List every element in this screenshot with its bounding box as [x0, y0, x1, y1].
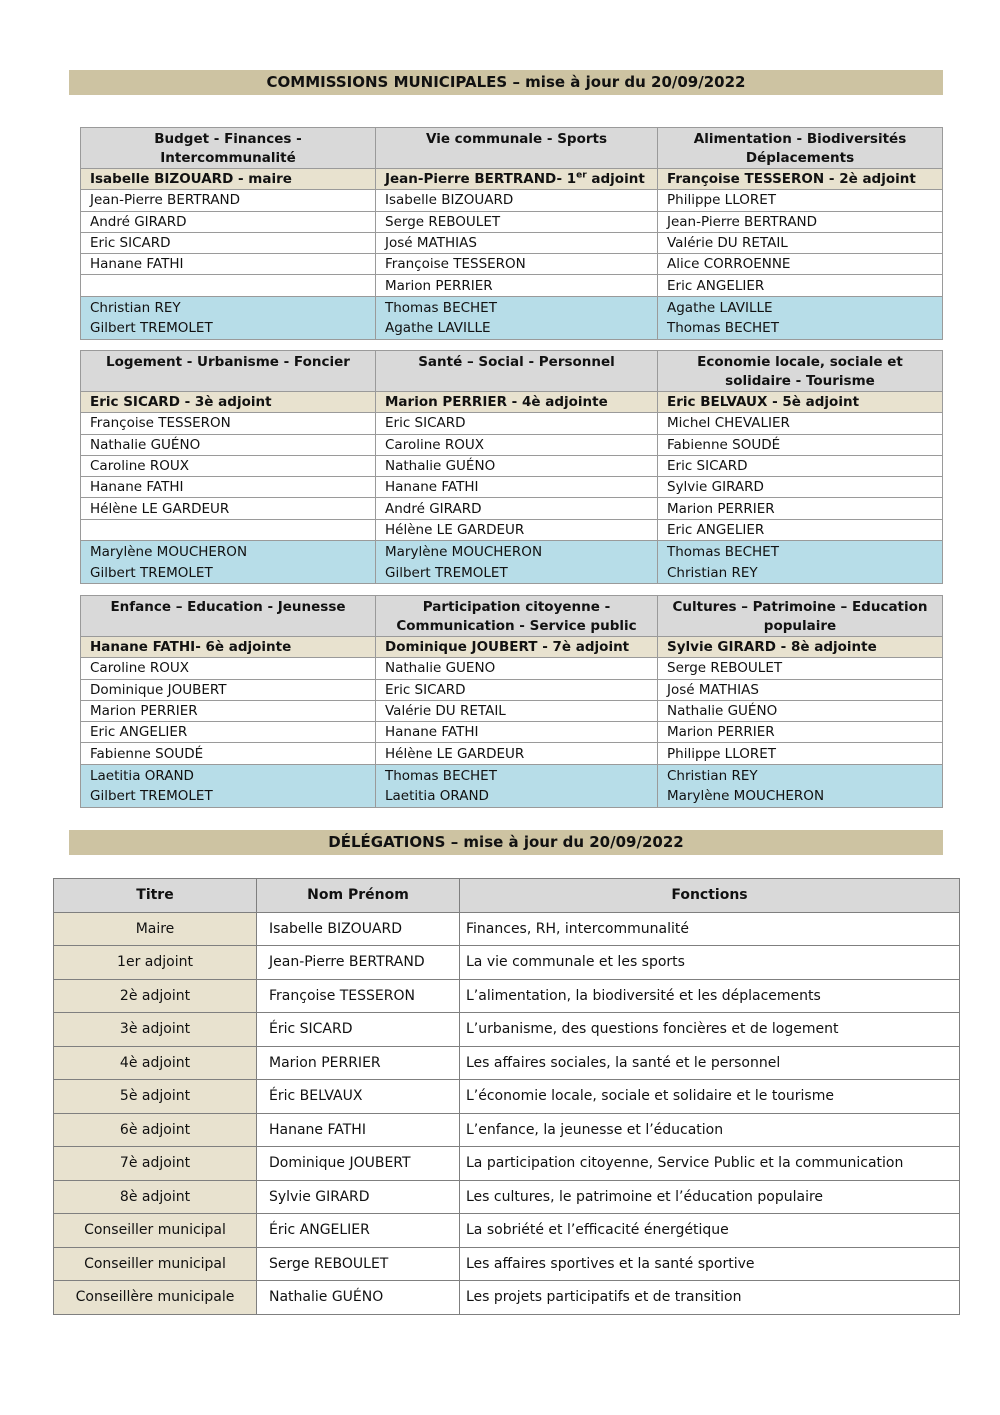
commission-member: Fabienne SOUDÉ [81, 743, 376, 764]
external-member: Marylène MOUCHERON [667, 788, 825, 805]
commission-external-members [658, 296, 943, 339]
delegation-fonction: Les affaires sportives et la santé sportive [460, 1247, 960, 1281]
external-member: Christian REY [667, 564, 758, 581]
commission-table-3 [80, 595, 943, 808]
commission-lead [376, 169, 658, 190]
delegation-fonction: L’alimentation, la biodiversité et les déplacements [460, 979, 960, 1013]
commission-member: Hélène LE GARDEUR [81, 498, 376, 519]
external-member: Agathe LAVILLE [667, 299, 773, 316]
commission-member-row [81, 519, 943, 540]
commission-member: Caroline ROUX [376, 434, 658, 455]
commission-member: Alice CORROENNE [658, 254, 943, 275]
commission-member: Eric SICARD [376, 679, 658, 700]
commission-member-row [81, 477, 943, 498]
commission-member: Hélène LE GARDEUR [376, 743, 658, 764]
delegation-titre: 6è adjoint [54, 1113, 257, 1147]
delegation-nom: Serge REBOULET [257, 1247, 460, 1281]
lead-name: Jean-Pierre BERTRAND- 1 [385, 171, 577, 188]
delegation-nom: Éric BELVAUX [257, 1080, 460, 1114]
delegation-row [54, 979, 960, 1013]
commission-member: Eric ANGELIER [81, 722, 376, 743]
external-member: Marylène MOUCHERON [385, 544, 543, 561]
delegation-nom: Marion PERRIER [257, 1046, 460, 1080]
delegation-fonction: L’économie locale, sociale et solidaire et le tourisme [460, 1080, 960, 1114]
commission-member: Serge REBOULET [658, 658, 943, 679]
commission-member: Marion PERRIER [658, 498, 943, 519]
commission-lead: Dominique JOUBERT - 7è adjoint [376, 637, 658, 658]
commission-external-members [81, 764, 376, 807]
external-member: Gilbert TREMOLET [90, 320, 213, 337]
delegation-titre: Maire [54, 912, 257, 946]
external-member: Christian REY [90, 299, 181, 316]
commission-member: José MATHIAS [376, 232, 658, 253]
external-member: Gilbert TREMOLET [90, 564, 213, 581]
commission-member: Marion PERRIER [658, 722, 943, 743]
commission-member: Hélène LE GARDEUR [376, 519, 658, 540]
delegation-fonction: Les cultures, le patrimoine et l’éducation populaire [460, 1180, 960, 1214]
commission-member: Caroline ROUX [81, 658, 376, 679]
delegation-nom: Sylvie GIRARD [257, 1180, 460, 1214]
commission-external-row [81, 296, 943, 339]
delegation-nom: Éric ANGELIER [257, 1214, 460, 1248]
commission-member: Marion PERRIER [81, 700, 376, 721]
commission-title: Vie communale - Sports [376, 128, 658, 169]
lead-ordinal: er [576, 170, 587, 181]
delegation-row [54, 1046, 960, 1080]
delegation-fonction: Les projets participatifs et de transition [460, 1281, 960, 1315]
commission-member-row [81, 232, 943, 253]
commission-external-members [81, 541, 376, 584]
external-member: Marylène MOUCHERON [90, 544, 248, 561]
external-member: Thomas BECHET [667, 320, 779, 337]
external-member: Christian REY [667, 767, 758, 784]
delegation-nom: Hanane FATHI [257, 1113, 460, 1147]
delegation-row [54, 1113, 960, 1147]
commission-member: Philippe LLORET [658, 743, 943, 764]
header-titre: Titre [54, 879, 257, 913]
delegations-title: DÉLÉGATIONS – mise à jour du 20/09/2022 [69, 830, 943, 855]
commission-lead-row [81, 637, 943, 658]
delegation-fonction: La participation citoyenne, Service Public et la communication [460, 1147, 960, 1181]
delegation-nom: Nathalie GUÉNO [257, 1281, 460, 1315]
delegation-titre: 7è adjoint [54, 1147, 257, 1181]
commission-member-row [81, 211, 943, 232]
delegation-row [54, 1080, 960, 1114]
commission-member: Sylvie GIRARD [658, 477, 943, 498]
header-fonctions: Fonctions [460, 879, 960, 913]
commission-lead-row [81, 392, 943, 413]
delegation-titre: 3è adjoint [54, 1013, 257, 1047]
delegation-row [54, 1013, 960, 1047]
external-member: Laetitia ORAND [385, 788, 489, 805]
delegation-titre: 4è adjoint [54, 1046, 257, 1080]
commission-member: Eric ANGELIER [658, 519, 943, 540]
commission-member-row [81, 275, 943, 296]
external-member: Agathe LAVILLE [385, 320, 491, 337]
external-member: Thomas BECHET [385, 767, 497, 784]
commission-external-members [81, 296, 376, 339]
delegation-titre: Conseiller municipal [54, 1247, 257, 1281]
external-member: Laetitia ORAND [90, 767, 194, 784]
commission-member [81, 519, 376, 540]
commission-title: Cultures – Patrimoine – Education populaire [658, 596, 943, 637]
delegation-row [54, 1247, 960, 1281]
commission-member: Michel CHEVALIER [658, 413, 943, 434]
commission-lead: Eric BELVAUX - 5è adjoint [658, 392, 943, 413]
commission-member-row [81, 190, 943, 211]
commission-external-members [376, 541, 658, 584]
commission-member-row [81, 722, 943, 743]
commissions-title: COMMISSIONS MUNICIPALES – mise à jour du 20/09/2022 [69, 70, 943, 95]
commission-member-row [81, 743, 943, 764]
commission-member: Hanane FATHI [376, 722, 658, 743]
external-member: Gilbert TREMOLET [90, 788, 213, 805]
delegation-fonction: Les affaires sociales, la santé et le personnel [460, 1046, 960, 1080]
commission-member: Isabelle BIZOUARD [376, 190, 658, 211]
delegation-titre: 1er adjoint [54, 946, 257, 980]
commission-title: Participation citoyenne - Communication - Service public [376, 596, 658, 637]
commission-title: Economie locale, sociale et solidaire - Tourisme [658, 351, 943, 392]
delegation-nom: Françoise TESSERON [257, 979, 460, 1013]
commission-member: Hanane FATHI [376, 477, 658, 498]
commission-title: Santé – Social - Personnel [376, 351, 658, 392]
commission-member: Valérie DU RETAIL [658, 232, 943, 253]
lead-suffix: adjoint [586, 171, 645, 188]
delegation-fonction: La vie communale et les sports [460, 946, 960, 980]
delegations-table [53, 878, 960, 1315]
delegation-row [54, 912, 960, 946]
commission-member: Serge REBOULET [376, 211, 658, 232]
commission-title: Logement - Urbanisme - Foncier [81, 351, 376, 392]
external-member: Thomas BECHET [385, 299, 497, 316]
commission-member-row [81, 658, 943, 679]
commission-member: Nathalie GUENO [376, 658, 658, 679]
commission-title: Budget - Finances - Intercommunalité [81, 128, 376, 169]
delegation-titre: 5è adjoint [54, 1080, 257, 1114]
delegation-fonction: L’enfance, la jeunesse et l’éducation [460, 1113, 960, 1147]
commission-member: Marion PERRIER [376, 275, 658, 296]
commission-lead: Françoise TESSERON - 2è adjoint [658, 169, 943, 190]
commission-member: André GIRARD [376, 498, 658, 519]
commission-member-row [81, 455, 943, 476]
delegation-row [54, 1214, 960, 1248]
delegation-titre: 8è adjoint [54, 1180, 257, 1214]
commission-external-members [658, 764, 943, 807]
commission-member: Françoise TESSERON [81, 413, 376, 434]
delegation-nom: Éric SICARD [257, 1013, 460, 1047]
commission-member-row [81, 700, 943, 721]
commission-external-members [658, 541, 943, 584]
commission-member: Jean-Pierre BERTRAND [81, 190, 376, 211]
commission-member: Nathalie GUÉNO [658, 700, 943, 721]
commission-member: Fabienne SOUDÉ [658, 434, 943, 455]
commission-lead: Isabelle BIZOUARD - maire [81, 169, 376, 190]
commission-lead: Hanane FATHI- 6è adjointe [81, 637, 376, 658]
commission-lead: Eric SICARD - 3è adjoint [81, 392, 376, 413]
delegation-row [54, 1180, 960, 1214]
commission-member: José MATHIAS [658, 679, 943, 700]
commission-external-row [81, 541, 943, 584]
commission-header-row [81, 596, 943, 637]
commission-title: Enfance – Education - Jeunesse [81, 596, 376, 637]
commission-member: Eric SICARD [81, 232, 376, 253]
commission-member: Nathalie GUÉNO [376, 455, 658, 476]
commission-member-row [81, 413, 943, 434]
commission-member [81, 275, 376, 296]
commission-member: Hanane FATHI [81, 477, 376, 498]
commission-member: André GIRARD [81, 211, 376, 232]
commission-member: Philippe LLORET [658, 190, 943, 211]
commission-external-members [376, 296, 658, 339]
delegation-nom: Dominique JOUBERT [257, 1147, 460, 1181]
commission-member-row [81, 434, 943, 455]
delegation-titre: 2è adjoint [54, 979, 257, 1013]
commission-member: Nathalie GUÉNO [81, 434, 376, 455]
commission-member: Jean-Pierre BERTRAND [658, 211, 943, 232]
delegation-fonction: La sobriété et l’efficacité énergétique [460, 1214, 960, 1248]
delegations-header-row [54, 879, 960, 913]
commission-member: Eric ANGELIER [658, 275, 943, 296]
external-member: Gilbert TREMOLET [385, 564, 508, 581]
commission-header-row [81, 128, 943, 169]
commission-member-row [81, 254, 943, 275]
external-member: Thomas BECHET [667, 544, 779, 561]
commission-member: Eric SICARD [376, 413, 658, 434]
delegation-row [54, 946, 960, 980]
delegation-titre: Conseiller municipal [54, 1214, 257, 1248]
commission-external-row [81, 764, 943, 807]
commission-member: Eric SICARD [658, 455, 943, 476]
commission-member: Caroline ROUX [81, 455, 376, 476]
commission-lead: Marion PERRIER - 4è adjointe [376, 392, 658, 413]
delegation-row [54, 1147, 960, 1181]
commission-member: Dominique JOUBERT [81, 679, 376, 700]
commission-title: Alimentation - Biodiversités Déplacements [658, 128, 943, 169]
commission-member-row [81, 679, 943, 700]
header-nom: Nom Prénom [257, 879, 460, 913]
commission-external-members [376, 764, 658, 807]
commission-header-row [81, 351, 943, 392]
delegation-row [54, 1281, 960, 1315]
delegation-titre: Conseillère municipale [54, 1281, 257, 1315]
commission-lead: Sylvie GIRARD - 8è adjointe [658, 637, 943, 658]
commission-lead-row [81, 169, 943, 190]
commission-table-1 [80, 127, 943, 340]
commission-member: Françoise TESSERON [376, 254, 658, 275]
commission-member: Valérie DU RETAIL [376, 700, 658, 721]
delegation-nom: Isabelle BIZOUARD [257, 912, 460, 946]
delegation-fonction: Finances, RH, intercommunalité [460, 912, 960, 946]
commission-member-row [81, 498, 943, 519]
delegation-nom: Jean-Pierre BERTRAND [257, 946, 460, 980]
commission-table-2 [80, 350, 943, 584]
delegation-fonction: L’urbanisme, des questions foncières et de logement [460, 1013, 960, 1047]
commission-member: Hanane FATHI [81, 254, 376, 275]
